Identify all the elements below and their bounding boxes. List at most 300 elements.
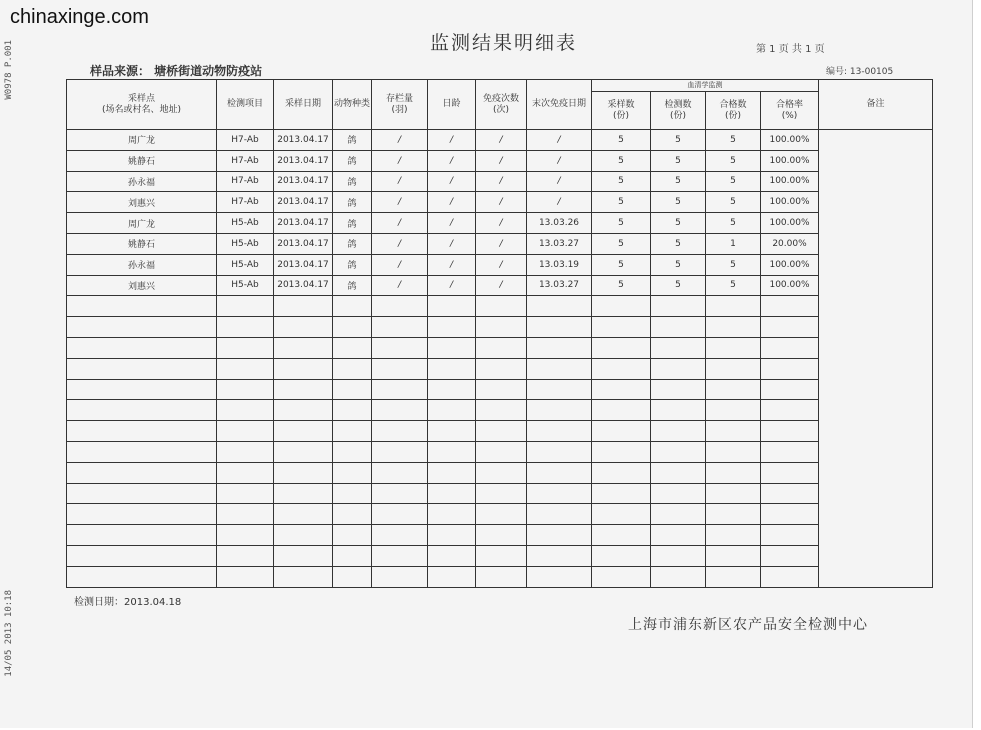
table-cell-vacc: / bbox=[476, 130, 527, 151]
page-info: 第 1 页 共 1 页 bbox=[756, 44, 825, 55]
table-cell-stock: / bbox=[372, 213, 428, 234]
empty-cell bbox=[217, 358, 274, 379]
empty-cell bbox=[67, 400, 217, 421]
empty-cell bbox=[333, 400, 372, 421]
table-cell-sample: 5 bbox=[592, 150, 651, 171]
table-cell-point: 孙永福 bbox=[67, 171, 217, 192]
empty-cell bbox=[706, 441, 761, 462]
empty-cell bbox=[592, 566, 651, 587]
table-cell-last: / bbox=[527, 171, 592, 192]
header-pass-rate: 合格率 (%) bbox=[761, 92, 819, 130]
header-pass-num: 合格数 (份) bbox=[706, 92, 761, 130]
empty-cell bbox=[67, 504, 217, 525]
empty-cell bbox=[651, 525, 706, 546]
empty-cell bbox=[651, 545, 706, 566]
serial-number: 编号: 13-00105 bbox=[826, 67, 894, 77]
empty-cell bbox=[761, 566, 819, 587]
table-cell-item: H5-Ab bbox=[217, 254, 274, 275]
empty-cell bbox=[67, 441, 217, 462]
table-cell-sample: 5 bbox=[592, 171, 651, 192]
empty-cell bbox=[372, 566, 428, 587]
table-cell-rate: 20.00% bbox=[761, 233, 819, 254]
table-cell-sample: 5 bbox=[592, 192, 651, 213]
empty-cell bbox=[428, 525, 476, 546]
empty-cell bbox=[476, 504, 527, 525]
empty-cell bbox=[651, 379, 706, 400]
empty-cell bbox=[476, 483, 527, 504]
empty-cell bbox=[476, 400, 527, 421]
table-cell-test: 5 bbox=[651, 150, 706, 171]
table-cell-date: 2013.04.17 bbox=[274, 233, 333, 254]
empty-cell bbox=[428, 400, 476, 421]
test-date: 检测日期：2013.04.18 bbox=[74, 597, 182, 608]
table-cell-point: 姚静石 bbox=[67, 150, 217, 171]
empty-cell bbox=[651, 296, 706, 317]
header-serology-group: 血清学监测 bbox=[592, 80, 819, 92]
empty-cell bbox=[592, 545, 651, 566]
empty-cell bbox=[428, 462, 476, 483]
empty-cell bbox=[476, 317, 527, 338]
empty-cell bbox=[761, 483, 819, 504]
table-cell-rate: 100.00% bbox=[761, 213, 819, 234]
table-cell-item: H5-Ab bbox=[217, 213, 274, 234]
site-watermark: chinaxinge.com bbox=[10, 6, 149, 28]
empty-cell bbox=[527, 379, 592, 400]
empty-cell bbox=[274, 483, 333, 504]
table-cell-pass: 5 bbox=[706, 130, 761, 151]
empty-cell bbox=[333, 545, 372, 566]
empty-cell bbox=[333, 337, 372, 358]
empty-cell bbox=[67, 462, 217, 483]
empty-cell bbox=[592, 358, 651, 379]
empty-cell bbox=[527, 441, 592, 462]
table-cell-sample: 5 bbox=[592, 254, 651, 275]
table-cell-test: 5 bbox=[651, 192, 706, 213]
empty-cell bbox=[706, 462, 761, 483]
header-test-num: 检测数 (份) bbox=[651, 92, 706, 130]
empty-cell bbox=[217, 525, 274, 546]
table-cell-age: / bbox=[428, 254, 476, 275]
results-table-body bbox=[67, 130, 933, 588]
table-cell-stock: / bbox=[372, 130, 428, 151]
empty-cell bbox=[706, 296, 761, 317]
empty-cell bbox=[592, 525, 651, 546]
table-cell-vacc: / bbox=[476, 254, 527, 275]
empty-cell bbox=[706, 545, 761, 566]
table-cell-last: 13.03.27 bbox=[527, 233, 592, 254]
empty-cell bbox=[217, 441, 274, 462]
document-title: 监测结果明细表 bbox=[430, 32, 578, 54]
table-cell-item: H7-Ab bbox=[217, 150, 274, 171]
empty-cell bbox=[761, 441, 819, 462]
empty-cell bbox=[217, 400, 274, 421]
empty-cell bbox=[527, 337, 592, 358]
table-cell-vacc: / bbox=[476, 171, 527, 192]
table-cell-animal: 鸽 bbox=[333, 275, 372, 296]
table-cell-pass: 5 bbox=[706, 150, 761, 171]
empty-cell bbox=[217, 462, 274, 483]
empty-cell bbox=[333, 462, 372, 483]
table-cell-last: 13.03.19 bbox=[527, 254, 592, 275]
empty-cell bbox=[592, 504, 651, 525]
header-sample-date: 采样日期 bbox=[274, 80, 333, 130]
empty-cell bbox=[761, 379, 819, 400]
empty-cell bbox=[274, 337, 333, 358]
table-cell-test: 5 bbox=[651, 171, 706, 192]
table-cell-rate: 100.00% bbox=[761, 171, 819, 192]
empty-cell bbox=[217, 545, 274, 566]
empty-cell bbox=[761, 317, 819, 338]
empty-cell bbox=[476, 525, 527, 546]
table-cell-date: 2013.04.17 bbox=[274, 171, 333, 192]
table-cell-stock: / bbox=[372, 192, 428, 213]
table-cell-rate: 100.00% bbox=[761, 150, 819, 171]
sample-source: 样品来源： 塘桥街道动物防疫站 bbox=[90, 64, 263, 78]
empty-cell bbox=[428, 566, 476, 587]
empty-cell bbox=[217, 337, 274, 358]
empty-cell bbox=[67, 545, 217, 566]
empty-cell bbox=[67, 525, 217, 546]
table-cell-animal: 鸽 bbox=[333, 254, 372, 275]
empty-cell bbox=[761, 462, 819, 483]
table-cell-pass: 5 bbox=[706, 171, 761, 192]
empty-cell bbox=[527, 421, 592, 442]
empty-cell bbox=[428, 421, 476, 442]
empty-cell bbox=[333, 296, 372, 317]
empty-cell bbox=[706, 379, 761, 400]
empty-cell bbox=[651, 441, 706, 462]
empty-cell bbox=[217, 421, 274, 442]
empty-cell bbox=[372, 483, 428, 504]
empty-cell bbox=[651, 358, 706, 379]
empty-cell bbox=[217, 296, 274, 317]
header-sample-point: 采样点 (场名或村名、地址) bbox=[67, 80, 217, 130]
empty-cell bbox=[274, 379, 333, 400]
empty-cell bbox=[651, 566, 706, 587]
fax-header-top: W0978 P.001 bbox=[4, 40, 14, 100]
table-cell-vacc: / bbox=[476, 213, 527, 234]
table-cell-animal: 鸽 bbox=[333, 213, 372, 234]
empty-table-row bbox=[67, 358, 933, 379]
table-cell-pass: 5 bbox=[706, 275, 761, 296]
empty-cell bbox=[67, 296, 217, 317]
table-cell-stock: / bbox=[372, 233, 428, 254]
empty-cell bbox=[333, 566, 372, 587]
empty-cell bbox=[476, 296, 527, 317]
table-cell-age: / bbox=[428, 150, 476, 171]
empty-cell bbox=[217, 504, 274, 525]
table-cell-test: 5 bbox=[651, 254, 706, 275]
table-cell-stock: / bbox=[372, 150, 428, 171]
table-cell-point: 刘惠兴 bbox=[67, 192, 217, 213]
empty-table-row bbox=[67, 504, 933, 525]
empty-cell bbox=[67, 483, 217, 504]
table-cell-animal: 鸽 bbox=[333, 192, 372, 213]
empty-cell bbox=[67, 421, 217, 442]
empty-cell bbox=[428, 483, 476, 504]
empty-cell bbox=[428, 337, 476, 358]
empty-table-row bbox=[67, 337, 933, 358]
table-cell-animal: 鸽 bbox=[333, 171, 372, 192]
table-cell-rate: 100.00% bbox=[761, 192, 819, 213]
empty-cell bbox=[592, 317, 651, 338]
table-row bbox=[67, 130, 933, 151]
empty-cell bbox=[274, 296, 333, 317]
empty-cell bbox=[592, 296, 651, 317]
empty-cell bbox=[761, 525, 819, 546]
empty-cell bbox=[372, 358, 428, 379]
empty-cell bbox=[217, 379, 274, 400]
empty-cell bbox=[592, 337, 651, 358]
header-test-item: 检测项目 bbox=[217, 80, 274, 130]
empty-cell bbox=[274, 566, 333, 587]
empty-cell bbox=[527, 483, 592, 504]
empty-table-row bbox=[67, 525, 933, 546]
table-row bbox=[67, 171, 933, 192]
header-last-vacc: 末次免疫日期 bbox=[527, 80, 592, 130]
header-sample-num: 采样数 (份) bbox=[592, 92, 651, 130]
empty-cell bbox=[333, 441, 372, 462]
empty-table-row bbox=[67, 379, 933, 400]
table-cell-date: 2013.04.17 bbox=[274, 275, 333, 296]
empty-cell bbox=[476, 421, 527, 442]
empty-cell bbox=[428, 441, 476, 462]
table-cell-point: 刘惠兴 bbox=[67, 275, 217, 296]
empty-cell bbox=[527, 525, 592, 546]
empty-cell bbox=[274, 358, 333, 379]
empty-cell bbox=[274, 421, 333, 442]
empty-cell bbox=[651, 421, 706, 442]
table-cell-rate: 100.00% bbox=[761, 130, 819, 151]
table-cell-date: 2013.04.17 bbox=[274, 192, 333, 213]
empty-cell bbox=[217, 317, 274, 338]
table-cell-sample: 5 bbox=[592, 130, 651, 151]
empty-cell bbox=[67, 566, 217, 587]
empty-cell bbox=[527, 317, 592, 338]
empty-cell bbox=[527, 400, 592, 421]
table-cell-point: 周广龙 bbox=[67, 213, 217, 234]
empty-cell bbox=[761, 421, 819, 442]
table-cell-last: / bbox=[527, 130, 592, 151]
table-cell-stock: / bbox=[372, 254, 428, 275]
empty-cell bbox=[333, 379, 372, 400]
empty-cell bbox=[651, 317, 706, 338]
empty-cell bbox=[527, 462, 592, 483]
table-cell-age: / bbox=[428, 213, 476, 234]
empty-cell bbox=[651, 462, 706, 483]
empty-cell bbox=[372, 525, 428, 546]
table-cell-point: 孙永福 bbox=[67, 254, 217, 275]
table-cell-vacc: / bbox=[476, 150, 527, 171]
table-cell-pass: 5 bbox=[706, 213, 761, 234]
empty-cell bbox=[428, 504, 476, 525]
empty-cell bbox=[651, 337, 706, 358]
empty-cell bbox=[761, 358, 819, 379]
empty-cell bbox=[761, 545, 819, 566]
empty-cell bbox=[706, 504, 761, 525]
table-cell-age: / bbox=[428, 233, 476, 254]
table-cell-age: / bbox=[428, 275, 476, 296]
organization-name: 上海市浦东新区农产品安全检测中心 bbox=[628, 617, 868, 633]
empty-cell bbox=[217, 566, 274, 587]
table-cell-age: / bbox=[428, 192, 476, 213]
table-cell-date: 2013.04.17 bbox=[274, 130, 333, 151]
empty-table-row bbox=[67, 317, 933, 338]
empty-cell bbox=[706, 483, 761, 504]
empty-cell bbox=[217, 483, 274, 504]
table-cell-pass: 1 bbox=[706, 233, 761, 254]
table-cell-item: H7-Ab bbox=[217, 192, 274, 213]
empty-cell bbox=[428, 296, 476, 317]
empty-cell bbox=[706, 317, 761, 338]
empty-cell bbox=[372, 504, 428, 525]
empty-cell bbox=[527, 566, 592, 587]
empty-cell bbox=[372, 441, 428, 462]
empty-cell bbox=[333, 525, 372, 546]
table-cell-test: 5 bbox=[651, 213, 706, 234]
header-animal-type: 动物种类 bbox=[333, 80, 372, 130]
table-cell-animal: 鸽 bbox=[333, 233, 372, 254]
results-table bbox=[66, 79, 933, 588]
table-cell-date: 2013.04.17 bbox=[274, 213, 333, 234]
table-cell-test: 5 bbox=[651, 130, 706, 151]
empty-cell bbox=[527, 504, 592, 525]
table-cell-item: H7-Ab bbox=[217, 171, 274, 192]
empty-cell bbox=[67, 317, 217, 338]
table-row bbox=[67, 233, 933, 254]
table-cell-test: 5 bbox=[651, 275, 706, 296]
table-cell-last: 13.03.27 bbox=[527, 275, 592, 296]
table-cell-sample: 5 bbox=[592, 275, 651, 296]
table-cell-animal: 鸽 bbox=[333, 150, 372, 171]
empty-cell bbox=[274, 462, 333, 483]
table-cell-vacc: / bbox=[476, 192, 527, 213]
empty-cell bbox=[476, 462, 527, 483]
empty-cell bbox=[761, 400, 819, 421]
table-cell-date: 2013.04.17 bbox=[274, 150, 333, 171]
empty-cell bbox=[274, 441, 333, 462]
table-row bbox=[67, 213, 933, 234]
table-cell-last: 13.03.26 bbox=[527, 213, 592, 234]
header-vacc-count: 免疫次数(次) bbox=[476, 80, 527, 130]
empty-cell bbox=[274, 317, 333, 338]
empty-cell bbox=[372, 462, 428, 483]
empty-cell bbox=[476, 379, 527, 400]
empty-cell bbox=[274, 504, 333, 525]
table-cell-stock: / bbox=[372, 275, 428, 296]
table-cell-rate: 100.00% bbox=[761, 275, 819, 296]
empty-cell bbox=[372, 400, 428, 421]
table-cell-last: / bbox=[527, 192, 592, 213]
empty-cell bbox=[651, 504, 706, 525]
empty-table-row bbox=[67, 462, 933, 483]
table-cell-test: 5 bbox=[651, 233, 706, 254]
empty-cell bbox=[706, 337, 761, 358]
empty-cell bbox=[476, 337, 527, 358]
empty-table-row bbox=[67, 400, 933, 421]
empty-cell bbox=[428, 358, 476, 379]
table-cell-sample: 5 bbox=[592, 213, 651, 234]
empty-cell bbox=[372, 379, 428, 400]
empty-cell bbox=[761, 296, 819, 317]
empty-cell bbox=[333, 317, 372, 338]
empty-cell bbox=[592, 441, 651, 462]
empty-cell bbox=[67, 337, 217, 358]
empty-cell bbox=[67, 358, 217, 379]
empty-table-row bbox=[67, 421, 933, 442]
empty-cell bbox=[274, 400, 333, 421]
empty-cell bbox=[527, 358, 592, 379]
header-age: 日龄 bbox=[428, 80, 476, 130]
empty-cell bbox=[333, 504, 372, 525]
empty-cell bbox=[428, 317, 476, 338]
empty-cell bbox=[476, 566, 527, 587]
empty-cell bbox=[706, 525, 761, 546]
table-cell-vacc: / bbox=[476, 275, 527, 296]
table-cell-item: H5-Ab bbox=[217, 233, 274, 254]
empty-cell bbox=[592, 483, 651, 504]
empty-cell bbox=[706, 400, 761, 421]
empty-cell bbox=[592, 462, 651, 483]
empty-cell bbox=[761, 337, 819, 358]
empty-cell bbox=[527, 545, 592, 566]
empty-cell bbox=[706, 358, 761, 379]
empty-table-row bbox=[67, 296, 933, 317]
empty-cell bbox=[428, 379, 476, 400]
empty-cell bbox=[333, 358, 372, 379]
table-cell-vacc: / bbox=[476, 233, 527, 254]
empty-cell bbox=[592, 400, 651, 421]
empty-cell bbox=[67, 379, 217, 400]
empty-cell bbox=[372, 545, 428, 566]
empty-cell bbox=[428, 545, 476, 566]
empty-table-row bbox=[67, 483, 933, 504]
empty-table-row bbox=[67, 441, 933, 462]
empty-cell bbox=[372, 421, 428, 442]
table-cell-sample: 5 bbox=[592, 233, 651, 254]
fax-header-bottom: 14/05 2013 10:18 bbox=[4, 590, 14, 677]
empty-table-row bbox=[67, 545, 933, 566]
table-cell-age: / bbox=[428, 130, 476, 151]
table-cell-age: / bbox=[428, 171, 476, 192]
empty-cell bbox=[476, 358, 527, 379]
empty-cell bbox=[333, 483, 372, 504]
table-cell-pass: 5 bbox=[706, 254, 761, 275]
remarks-cell bbox=[819, 130, 933, 588]
empty-cell bbox=[476, 441, 527, 462]
empty-cell bbox=[333, 421, 372, 442]
table-cell-stock: / bbox=[372, 171, 428, 192]
empty-cell bbox=[651, 400, 706, 421]
table-cell-animal: 鸽 bbox=[333, 130, 372, 151]
table-cell-last: / bbox=[527, 150, 592, 171]
empty-cell bbox=[592, 421, 651, 442]
table-row bbox=[67, 275, 933, 296]
empty-cell bbox=[274, 545, 333, 566]
empty-cell bbox=[476, 545, 527, 566]
table-cell-point: 周广龙 bbox=[67, 130, 217, 151]
empty-cell bbox=[761, 504, 819, 525]
header-remarks: 备注 bbox=[819, 80, 933, 130]
table-row bbox=[67, 192, 933, 213]
table-cell-item: H7-Ab bbox=[217, 130, 274, 151]
empty-cell bbox=[651, 483, 706, 504]
empty-table-row bbox=[67, 566, 933, 587]
empty-cell bbox=[274, 525, 333, 546]
table-row bbox=[67, 150, 933, 171]
empty-cell bbox=[706, 421, 761, 442]
table-cell-point: 姚静石 bbox=[67, 233, 217, 254]
